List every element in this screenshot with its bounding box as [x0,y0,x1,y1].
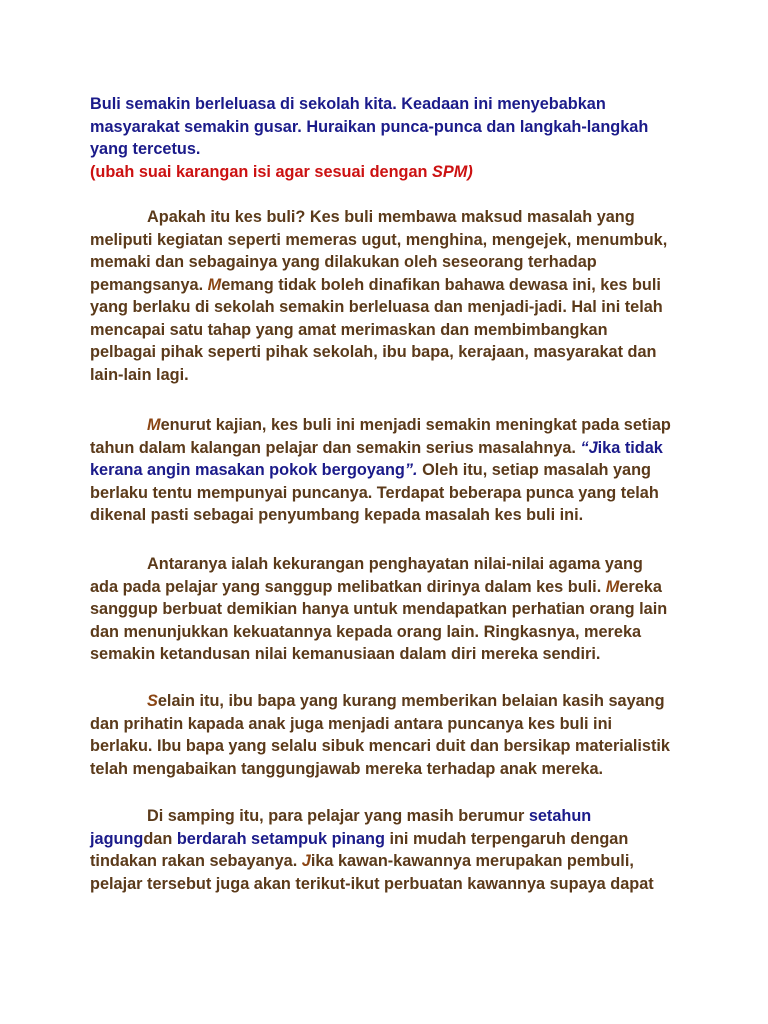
text-line: meliputi kegiatan seperti memeras ugut, menghina, mengejek, menumbuk, [90,230,668,249]
text-line: telah mengabaikan tanggungjawab mereka terhadap anak mereka. [90,759,604,778]
text-run: tindakan rakan sebayanya. [90,852,302,870]
text-line [90,576,702,599]
text-run: ika kawan-kawannya merupakan pembuli, [310,852,634,870]
paragraph-parents [90,690,702,780]
text-run: pemangsanya. [90,275,208,294]
text-line: mencapai satu tahap yang amat merimaskan dan membimbangkan [90,320,608,339]
text-run: ini mudah terpengaruh dengan [384,829,629,848]
paragraph-religion [90,553,702,666]
question-line: masyarakat semakin gusar. Huraikan punca-punca dan langkah-langkah [90,117,649,136]
text-line [90,828,702,851]
text-run: tahun dalam kalangan pelajar dan semakin serius masalahnya. [90,438,581,457]
text-line: yang berlaku di sekolah semakin berleluasa dan menjadi-jadi. Hal ini telah [90,298,663,316]
initial-letter: M [605,577,620,596]
text-line [90,414,702,437]
text-run: emang tidak boleh dinafikan bahawa dewasa ini, kes buli [221,275,661,294]
paragraph-peers [90,805,702,895]
text-run: Di samping itu, para pelajar yang masih berumur [147,807,529,825]
text-line: dikenal pasti sebagai penyumbang kepada masalah kes buli ini. [90,506,584,524]
text-line: Antaranya ialah kekurangan penghayatan nilai-nilai agama yang [147,555,643,573]
note-bracket: ( [90,162,96,181]
text-line: Apakah itu kes buli? Kes buli membawa maksud masalah yang [147,208,635,226]
text-line: semakin ketandusan nilai kemanusiaan dalam diri mereka sendiri. [90,645,601,663]
initial-letter: S [147,692,158,710]
text-line: memaki dan sebagainya yang dilakukan oleh seseorang terhadap [90,253,597,271]
text-line [90,805,702,828]
quote-open: “J [580,438,598,457]
instruction-note [90,161,702,184]
text-line [90,459,702,482]
text-run: ada pada pelajar yang sanggup melibatkan dirinya dalam kes buli. [90,577,606,596]
paragraph-intro [90,206,702,386]
essay-question [90,93,702,183]
quote-close: ”. [404,461,418,479]
idiom-text: setahun [528,807,592,825]
text-line: sanggup berbuat demikian hanya untuk mendapatkan perhatian orang lain [90,600,668,618]
initial-letter: M [147,416,161,434]
note-spm: SPM) [432,162,473,181]
text-line: pelajar tersebut juga akan terikut-ikut perbuatan kawannya supaya dapat [90,874,654,893]
text-line [90,690,702,713]
paragraph-study [90,414,702,527]
note-text: ubah suai karangan isi agar sesuai dengan [95,162,433,181]
text-line [90,437,702,460]
text-run: dan [143,829,177,848]
text-line: dan menunjukkan kekuatannya kepada orang lain. Ringkasnya, mereka [90,622,642,641]
text-run: enurut kajian, kes buli ini menjadi semakin meningkat pada setiap [160,416,671,434]
proverb-text: kerana angin masakan pokok bergoyang [90,461,405,479]
text-line: dan prihatin kapada anak juga menjadi antara puncanya kes buli ini [90,714,613,733]
text-run: Oleh itu, setiap masalah yang [417,461,652,479]
text-line: lain-lain lagi. [90,365,189,384]
idiom-text: jagung [90,829,144,848]
text-line [90,274,702,297]
text-run: elain itu, ibu bapa yang kurang memberikan belaian kasih sayang [157,692,665,710]
initial-letter: J [301,852,311,870]
text-line: berlaku. Ibu bapa yang selalu sibuk mencari duit dan bersikap materialistik [90,737,670,755]
question-line: Buli semakin berleluasa di sekolah kita. Keadaan ini menyebabkan [90,95,606,113]
question-line: yang tercetus. [90,140,201,158]
idiom-text: berdarah setampuk pinang [176,829,385,848]
initial-letter: M [207,275,222,294]
text-line: pelbagai pihak seperti pihak sekolah, ibu bapa, kerajaan, masyarakat dan [90,343,657,361]
text-run: ereka [619,577,662,596]
text-line: berlaku tentu mempunyai puncanya. Terdapat beberapa punca yang telah [90,483,659,502]
proverb-text: ika tidak [597,438,663,457]
text-line [90,850,702,873]
